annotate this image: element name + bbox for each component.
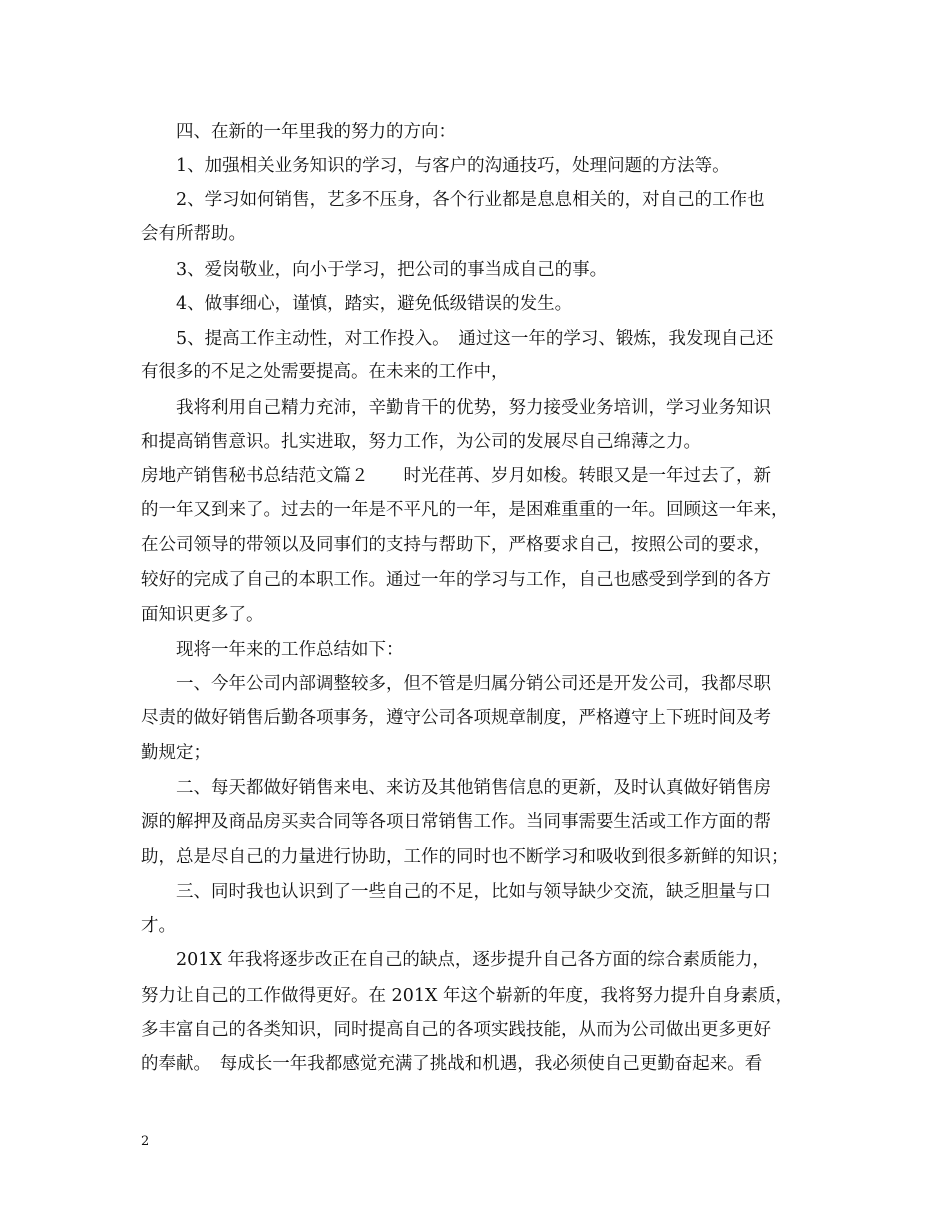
text-line: 5、提高工作主动性，对工作投入。 通过这一年的学习、锻炼，我发现自己还 xyxy=(141,329,774,349)
text-line: 才。 xyxy=(141,916,176,936)
text-line: 2、学习如何销售，艺多不压身，各个行业都是息息相关的，对自己的工作也 xyxy=(141,190,765,210)
text-line: 和提高销售意识。扎实进取，努力工作，为公司的发展尽自己绵薄之力。 xyxy=(141,432,701,452)
text-line: 4、做事细心，谨慎，踏实，避免低级错误的发生。 xyxy=(141,294,573,314)
text-line: 勤规定； xyxy=(141,743,211,763)
page-number: 2 xyxy=(141,1134,150,1149)
text-line: 努力让自己的工作做得更好。在 201X 年这个崭新的年度，我将努力提升自身素质， xyxy=(141,986,793,1006)
text-line: 四、在新的一年里我的努力的方向： xyxy=(141,122,456,142)
text-line: 一、今年公司内部调整较多，但不管是归属分销公司还是开发公司，我都尽职 xyxy=(141,674,771,694)
text-line: 三、同时我也认识到了一些自己的不足，比如与领导缺少交流，缺乏胆量与口 xyxy=(141,882,771,902)
text-line: 助，总是尽自己的力量进行协助，工作的同时也不断学习和吸收到很多新鲜的知识； xyxy=(141,847,789,867)
text-line: 的奉献。 每成长一年我都感觉充满了挑战和机遇，我必须使自己更勤奋起来。看 xyxy=(141,1054,763,1074)
text-line: 尽责的做好销售后勤各项事务，遵守公司各项规章制度，严格遵守上下班时间及考 xyxy=(141,708,771,728)
text-line: 二、每天都做好销售来电、来访及其他销售信息的更新，及时认真做好销售房 xyxy=(141,778,771,798)
text-line: 在公司领导的带领以及同事们的支持与帮助下，严格要求自己，按照公司的要求， xyxy=(141,535,771,555)
text-line: 较好的完成了自己的本职工作。通过一年的学习与工作，自己也感受到学到的各方 xyxy=(141,570,771,590)
text-line: 会有所帮助。 xyxy=(141,224,246,244)
text-line: 有很多的不足之处需要提高。在未来的工作中， xyxy=(141,362,509,382)
text-line: 面知识更多了。 xyxy=(141,605,264,625)
text-line: 我将利用自己精力充沛，辛勤肯干的优势，努力接受业务培训，学习业务知识 xyxy=(141,398,771,418)
text-line: 多丰富自己的各类知识，同时提高自己的各项实践技能，从而为公司做出更多更好 xyxy=(141,1020,771,1040)
text-line: 201X 年我将逐步改正在自己的缺点，逐步提升自己各方面的综合素质能力， xyxy=(141,950,770,970)
section-heading: 房地产销售秘书总结范文篇２ 时光荏苒、岁月如梭。转眼又是一年过去了，新 xyxy=(141,466,771,486)
text-line: 源的解押及商品房买卖合同等各项日常销售工作。当同事需要生活或工作方面的帮 xyxy=(141,812,771,832)
text-line: 现将一年来的工作总结如下： xyxy=(141,640,404,660)
text-line: 的一年又到来了。过去的一年是不平凡的一年，是困难重重的一年。回顾这一年来， xyxy=(141,500,789,520)
text-line: 1、加强相关业务知识的学习，与客户的沟通技巧，处理问题的方法等。 xyxy=(141,156,730,176)
text-line: 3、爱岗敬业，向小于学习，把公司的事当成自己的事。 xyxy=(141,260,608,280)
